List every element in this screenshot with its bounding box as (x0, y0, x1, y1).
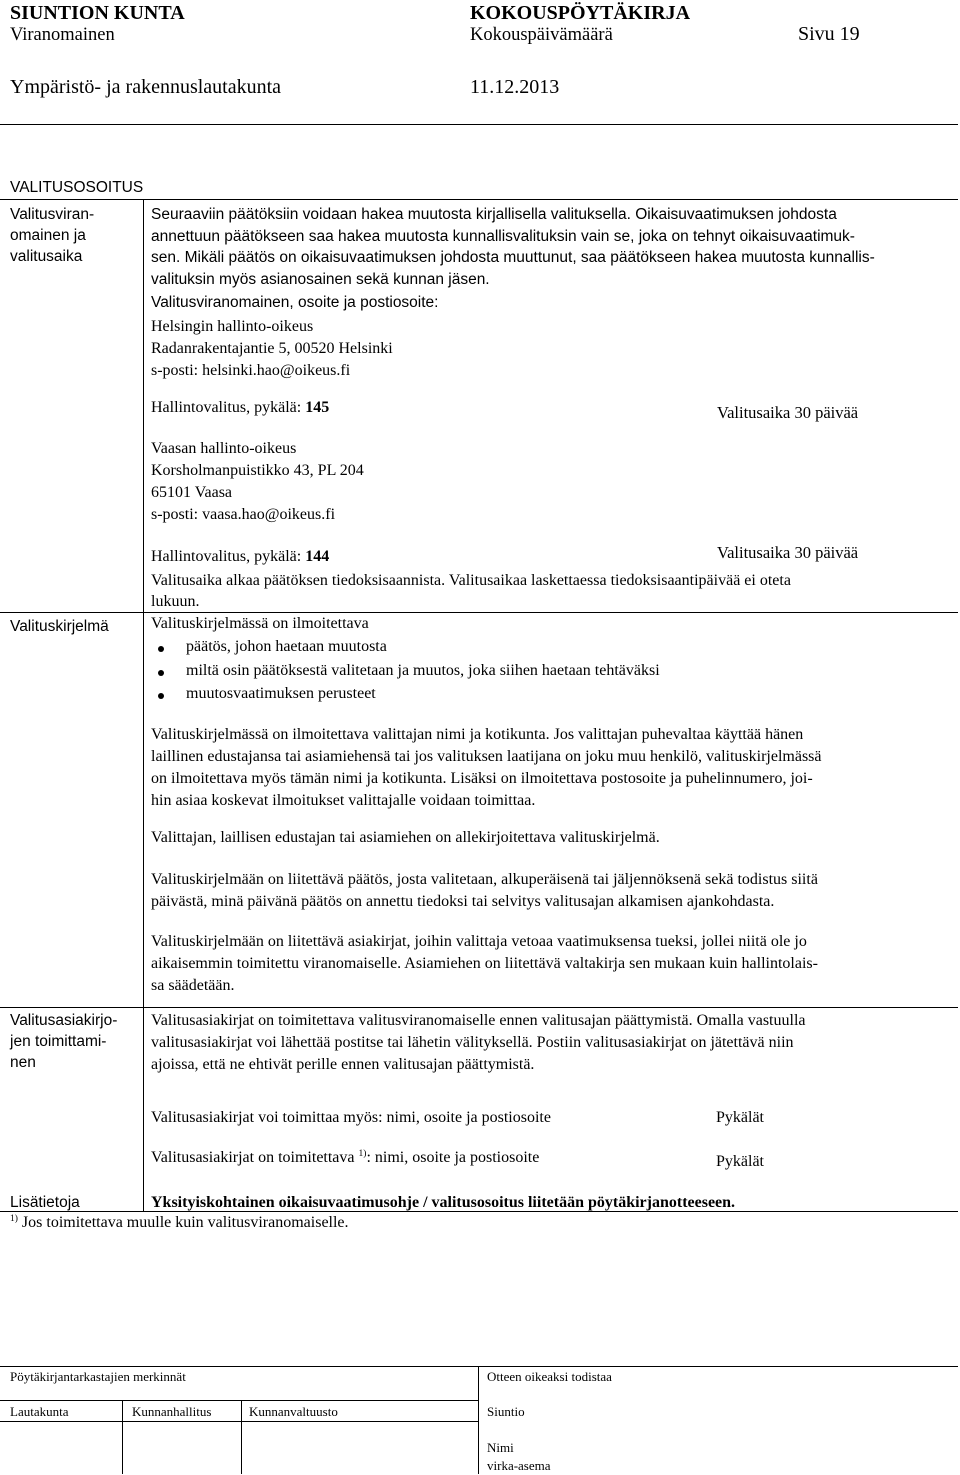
label-letter: Valituskirjelmä (10, 618, 109, 635)
doc-type: KOKOUSPÖYTÄKIRJA (470, 2, 691, 24)
footnote: $^{1)}$ Jos toimitettava muulle kuin valitusviranomaiselle. (10, 1214, 349, 1231)
paragraph-attach-decision: Valituskirjelmään on liitettävä päätös, josta valitetaan, alkuperäisenä tai jäljennöksenä sekä todistus siitä päivästä, minä päivänä päätös on annettu tiedoksi tai selvitys valitusajan alkamisen ajankohdasta. (151, 871, 818, 910)
address-intro: Valitusviranomainen, osoite ja postiosoite: (151, 294, 439, 311)
signer-name: Nimi (487, 1440, 514, 1455)
signer-title: virka-asema (487, 1458, 551, 1473)
vaasa-period: Valitusaika 30 päivää (717, 543, 859, 562)
extra-label: Lisätietoja (10, 1194, 80, 1211)
footer-divider (478, 1366, 479, 1474)
helsinki-period: Valitusaika 30 päivää (717, 403, 859, 422)
delivery-required-paragraphs: Pykälät (716, 1153, 764, 1170)
authority-label: Viranomainen (10, 25, 115, 45)
vaasa-address: Vaasan hallinto-oikeus Korsholmanpuistikko 43, PL 204 65101 Vaasa s-posti: vaasa.hao@oikeus.fi (151, 440, 364, 523)
header-divider (0, 124, 958, 125)
bullet-icon (158, 670, 164, 676)
footer-row-line (0, 1421, 478, 1422)
list-item: muutosvaatimuksen perusteet (186, 685, 376, 702)
letter-intro: Valituskirjelmässä on ilmoitettava (151, 615, 369, 632)
vaasa-appeal: Hallintovalitus, pykälä: 144 (151, 548, 330, 565)
helsinki-appeal: Hallintovalitus, pykälä: 145 (151, 399, 330, 416)
divider-extra (0, 1211, 958, 1212)
footer-row-line (0, 1400, 478, 1401)
footer-col-line (122, 1400, 123, 1474)
page-number: Sivu 19 (798, 23, 860, 45)
delivery-required: Valitusasiakirjat on toimitettava $^{1)}$: nimi, osoite ja postiosoite (151, 1149, 540, 1166)
org-name: SIUNTION KUNTA (10, 2, 185, 24)
column-divider (143, 199, 144, 1211)
divider-delivery (0, 1007, 958, 1008)
bullet-icon (158, 646, 164, 652)
start-note: Valitusaika alkaa päätöksen tiedoksisaannista. Valitusaikaa laskettaessa tiedoksisaantipäivää ei oteta lukuun. (151, 572, 791, 610)
helsinki-address: Helsingin hallinto-oikeus Radanrakentajantie 5, 00520 Helsinki s-posti: helsinki.hao@oikeus.fi (151, 318, 393, 379)
delivery-alt-paragraphs: Pykälät (716, 1109, 764, 1126)
col-council: Kunnanvaltuusto (249, 1404, 338, 1419)
paragraph-delivery: Valitusasiakirjat on toimitettava valitusviranomaiselle ennen valitusajan päättymistä. Omalla vastuulla valitusasiakirjat voi lähettää postitse tai lähetin välityksellä. Postiin valitusasiakirjat on jätettävä niin ajoissa, että ne ehtivät perille ennen valitusajan päättymistä. (151, 1012, 806, 1073)
paragraph-attach-documents: Valituskirjelmään on liitettävä asiakirjat, joihin valittaja vetoaa vaatimuksensa tueksi, jollei niitä ole jo aikaisemmin toimitettu viranomaiselle. Asiamiehen on liitettävä valtakirja sen mukaan kuin hallintolais- sa säädetään. (151, 933, 818, 994)
label-authority-period: Valitusviran- omainen ja valitusaika (10, 206, 95, 265)
certified-label: Otteen oikeaksi todistaa (487, 1369, 612, 1384)
paragraph-signature: Valittajan, laillisen edustajan tai asiamiehen on allekirjoitettava valituskirjelmä. (151, 829, 660, 846)
reviewers-label: Pöytäkirjantarkastajien merkinnät (10, 1369, 186, 1384)
board-name: Ympäristö- ja rakennuslautakunta (10, 76, 282, 98)
place: Siuntio (487, 1404, 525, 1419)
list-item: päätös, johon haetaan muutosta (186, 638, 387, 655)
extra-text: Yksityiskohtainen oikaisuvaatimusohje / valitusosoitus liitetään pöytäkirjanotteeseen. (151, 1194, 736, 1211)
divider-letter (0, 612, 958, 613)
label-delivery: Valitusasiakirjo- jen toimittami- nen (10, 1012, 118, 1071)
footer-col-line (241, 1400, 242, 1474)
list-item: miltä osin päätöksestä valitetaan ja muutos, joka siihen haetaan tehtäväksi (186, 662, 660, 679)
intro-paragraph: Seuraaviin päätöksiin voidaan hakea muutosta kirjallisella valituksella. Oikaisuvaatimuksen johdosta annettuun päätökseen saa hakea muutosta kunnallisvalituksin vain se, joka on tehnyt oikaisuvaatimuk- sen. Mikäli päätös on oikaisuvaatimuksen johdosta muuttunut, saa päätökseen hakea muutosta kunnallis- valituksin myös asianosainen sekä kunnan jäsen. (151, 206, 875, 288)
date-label: Kokouspäivämäärä (470, 25, 613, 45)
section-title: VALITUSOSOITUS (10, 179, 144, 196)
col-executive: Kunnanhallitus (132, 1404, 212, 1419)
col-board: Lautakunta (10, 1404, 69, 1419)
paragraph-appellant: Valituskirjelmässä on ilmoitettava valittajan nimi ja kotikunta. Jos valittajan puhevaltaa käyttää hänen laillinen edustajansa tai asiamiehensä tai jos valituksen laatijana on joku muu henkilö, valituskirjelmässä on ilmoitettava myös tämän nimi ja kotikunta. Lisäksi on ilmoitettava postosoite ja puhelinnumero, joi- hin asiaa koskevat ilmoitukset valittajalle voidaan toimittaa. (151, 726, 822, 809)
meeting-date: 11.12.2013 (470, 76, 560, 98)
delivery-alt: Valitusasiakirjat voi toimittaa myös: nimi, osoite ja postiosoite (151, 1109, 551, 1126)
bullet-icon (158, 693, 164, 699)
footer-top (0, 1366, 958, 1367)
